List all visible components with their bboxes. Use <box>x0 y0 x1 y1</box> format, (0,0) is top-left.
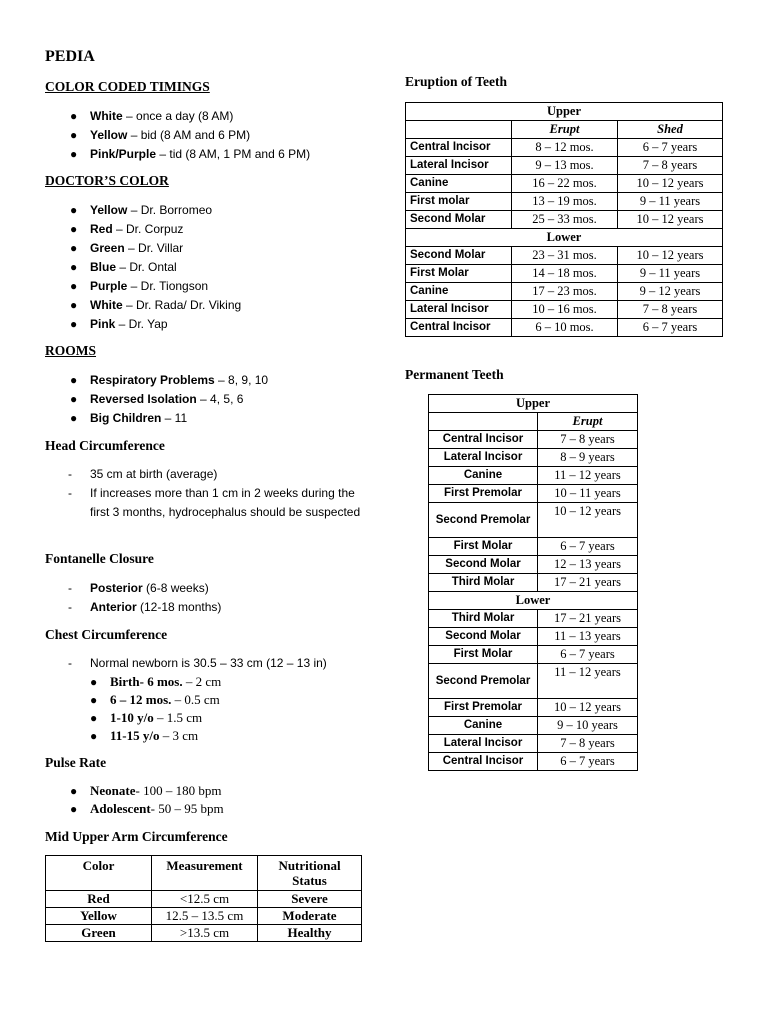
table-cell: First Molar <box>429 538 538 556</box>
table-cell: Central Incisor <box>406 139 512 157</box>
table-row <box>429 431 638 449</box>
table-cell: 25 – 33 mos. <box>512 211 618 229</box>
list-item: ● 11-15 y/o – 3 cm <box>90 728 199 743</box>
table-cell: First Molar <box>429 646 538 664</box>
table-cell: 10 – 12 years <box>618 175 723 193</box>
table-cell: 7 – 8 years <box>538 735 638 753</box>
list-item: ● Pink – Dr. Yap <box>70 317 168 331</box>
rooms-list <box>45 371 365 428</box>
fontanelle-list <box>45 579 365 617</box>
table-cell: Severe <box>258 891 362 908</box>
list-item: ● Green – Dr. Villar <box>70 241 184 255</box>
table-cell: 8 – 12 mos. <box>512 139 618 157</box>
table-cell: 9 – 13 mos. <box>512 157 618 175</box>
table-cell: 9 – 10 years <box>538 717 638 735</box>
table-row <box>46 891 362 908</box>
table-row <box>406 157 723 175</box>
table-cell: 6 – 10 mos. <box>512 319 618 337</box>
table-cell: Third Molar <box>429 574 538 592</box>
table-header-cell <box>429 413 538 431</box>
table-cell: Second Premolar <box>429 503 538 538</box>
list-item: ● Reversed Isolation – 4, 5, 6 <box>70 392 244 406</box>
table-row <box>429 753 638 771</box>
list-item: ● Red – Dr. Corpuz <box>70 222 184 236</box>
table-cell: 10 – 12 years <box>538 503 638 538</box>
table-cell: 10 – 12 years <box>538 699 638 717</box>
table-cell: 16 – 22 mos. <box>512 175 618 193</box>
fontanelle-heading: Fontanelle Closure <box>45 551 154 566</box>
table-cell: Second Molar <box>429 628 538 646</box>
muac-heading: Mid Upper Arm Circumference <box>45 829 228 844</box>
upper-label: Upper <box>429 395 638 413</box>
table-cell: 11 – 12 years <box>538 664 638 699</box>
table-row <box>429 538 638 556</box>
table-row <box>406 283 723 301</box>
table-row <box>429 735 638 753</box>
table-cell: Canine <box>406 283 512 301</box>
table-row <box>429 610 638 628</box>
table-cell: 9 – 11 years <box>618 193 723 211</box>
table-cell: 10 – 12 years <box>618 247 723 265</box>
table-cell: 10 – 11 years <box>538 485 638 503</box>
lower-label: Lower <box>429 592 638 610</box>
table-cell: Canine <box>429 467 538 485</box>
table-cell: Yellow <box>46 908 152 925</box>
table-cell: Lateral Incisor <box>406 301 512 319</box>
table-row <box>406 139 723 157</box>
chest-circumference-heading: Chest Circumference <box>45 627 168 642</box>
muac-table <box>45 855 362 942</box>
list-item: ● Yellow – Dr. Borromeo <box>70 203 213 217</box>
head-circumference-heading: Head Circumference <box>45 438 165 453</box>
list-item: ● White – once a day (8 AM) <box>70 109 234 123</box>
chest-circumference-intro <box>45 654 365 673</box>
table-cell: Green <box>46 925 152 942</box>
table-header-row <box>46 856 362 891</box>
table-cell: Lateral Incisor <box>429 735 538 753</box>
table-cell: 6 – 7 years <box>538 538 638 556</box>
table-row <box>429 628 638 646</box>
table-row <box>429 467 638 485</box>
table-row <box>46 908 362 925</box>
table-cell: Second Molar <box>429 556 538 574</box>
table-row <box>406 193 723 211</box>
table-cell: First Premolar <box>429 485 538 503</box>
table-cell: Red <box>46 891 152 908</box>
list-item: ● Adolescent- 50 – 95 bpm <box>70 801 224 816</box>
upper-label: Upper <box>406 103 723 121</box>
table-row <box>406 247 723 265</box>
table-row <box>406 211 723 229</box>
table-cell: Second Premolar <box>429 664 538 699</box>
table-cell: Central Incisor <box>406 319 512 337</box>
table-cell: 7 – 8 years <box>538 431 638 449</box>
table-cell: Third Molar <box>429 610 538 628</box>
erupt-column-header: Erupt <box>512 121 618 139</box>
table-cell: 6 – 7 years <box>538 646 638 664</box>
table-row <box>46 925 362 942</box>
table-cell: 17 – 23 mos. <box>512 283 618 301</box>
table-cell: Lateral Incisor <box>406 157 512 175</box>
table-row <box>406 265 723 283</box>
table-header-cell <box>406 121 512 139</box>
table-cell: 7 – 8 years <box>618 301 723 319</box>
pulse-rate-list <box>45 782 365 818</box>
erupt-column-header: Erupt <box>538 413 638 431</box>
list-item: - Posterior (6-8 weeks) <box>68 581 209 595</box>
list-item: ● Blue – Dr. Ontal <box>70 260 177 274</box>
head-circumference-list <box>45 465 365 522</box>
table-cell: Moderate <box>258 908 362 925</box>
list-item: - Normal newborn is 30.5 – 33 cm (12 – 13 in) <box>68 656 327 670</box>
table-cell: 11 – 12 years <box>538 467 638 485</box>
table-cell: <12.5 cm <box>152 891 258 908</box>
list-item: ● White – Dr. Rada/ Dr. Viking <box>70 298 242 312</box>
table-cell: 14 – 18 mos. <box>512 265 618 283</box>
table-cell: Second Molar <box>406 247 512 265</box>
color-timings-heading: COLOR CODED TIMINGS <box>45 79 210 94</box>
list-item: ● Yellow – bid (8 AM and 6 PM) <box>70 128 251 142</box>
list-item: ● Birth- 6 mos. – 2 cm <box>90 674 222 689</box>
eruption-table <box>405 102 723 337</box>
list-item: ● 6 – 12 mos. – 0.5 cm <box>90 692 220 707</box>
doctors-color-list <box>45 201 365 334</box>
table-cell: Canine <box>429 717 538 735</box>
eruption-heading: Eruption of Teeth <box>405 74 508 89</box>
table-cell: First Molar <box>406 265 512 283</box>
table-row <box>429 485 638 503</box>
table-cell: 13 – 19 mos. <box>512 193 618 211</box>
table-cell: 12.5 – 13.5 cm <box>152 908 258 925</box>
list-item: ● Pink/Purple – tid (8 AM, 1 PM and 6 PM) <box>70 147 311 161</box>
chest-circumference-list <box>65 673 365 745</box>
table-cell: Central Incisor <box>429 753 538 771</box>
list-item: - 35 cm at birth (average) <box>68 467 218 481</box>
table-cell: Canine <box>406 175 512 193</box>
table-cell: 10 – 12 years <box>618 211 723 229</box>
table-row <box>429 449 638 467</box>
pulse-rate-heading: Pulse Rate <box>45 755 107 770</box>
shed-column-header: Shed <box>618 121 723 139</box>
list-item: ● Neonate- 100 – 180 bpm <box>70 783 222 798</box>
table-header-cell: Color <box>46 856 152 891</box>
table-row <box>429 699 638 717</box>
table-row <box>429 664 638 699</box>
table-cell: 23 – 31 mos. <box>512 247 618 265</box>
table-cell: Healthy <box>258 925 362 942</box>
list-item: ● Big Children – 11 <box>70 411 188 425</box>
table-cell: 17 – 21 years <box>538 610 638 628</box>
table-cell: 6 – 7 years <box>618 139 723 157</box>
table-cell: First molar <box>406 193 512 211</box>
permanent-teeth-heading: Permanent Teeth <box>405 367 504 382</box>
table-cell: Lateral Incisor <box>429 449 538 467</box>
table-cell: First Premolar <box>429 699 538 717</box>
color-timings-list <box>45 107 365 164</box>
table-row <box>429 556 638 574</box>
table-header-cell: Nutritional Status <box>258 856 362 891</box>
table-cell: 17 – 21 years <box>538 574 638 592</box>
table-row <box>429 574 638 592</box>
table-cell: 6 – 7 years <box>618 319 723 337</box>
table-cell: >13.5 cm <box>152 925 258 942</box>
table-row <box>429 503 638 538</box>
list-item: - Anterior (12-18 months) <box>68 600 222 614</box>
table-row <box>406 301 723 319</box>
list-item: ● 1-10 y/o – 1.5 cm <box>90 710 203 725</box>
table-cell: 10 – 16 mos. <box>512 301 618 319</box>
table-cell: Central Incisor <box>429 431 538 449</box>
table-header-cell: Measurement <box>152 856 258 891</box>
table-row <box>406 319 723 337</box>
rooms-heading: ROOMS <box>45 343 97 358</box>
list-item: - If increases more than 1 cm in 2 weeks during the first 3 months, hydrocephalus should be suspected <box>68 486 361 519</box>
table-cell: 12 – 13 years <box>538 556 638 574</box>
list-item: ● Respiratory Problems – 8, 9, 10 <box>70 373 269 387</box>
table-cell: Second Molar <box>406 211 512 229</box>
table-row <box>406 175 723 193</box>
doctors-color-heading: DOCTOR’S COLOR <box>45 173 169 188</box>
table-cell: 6 – 7 years <box>538 753 638 771</box>
lower-label: Lower <box>406 229 723 247</box>
table-cell: 7 – 8 years <box>618 157 723 175</box>
table-cell: 11 – 13 years <box>538 628 638 646</box>
table-cell: 9 – 11 years <box>618 265 723 283</box>
table-row <box>429 646 638 664</box>
table-cell: 9 – 12 years <box>618 283 723 301</box>
table-cell: 8 – 9 years <box>538 449 638 467</box>
page-title: PEDIA <box>45 48 95 65</box>
permanent-teeth-table <box>428 394 638 771</box>
list-item: ● Purple – Dr. Tiongson <box>70 279 209 293</box>
table-row <box>429 717 638 735</box>
